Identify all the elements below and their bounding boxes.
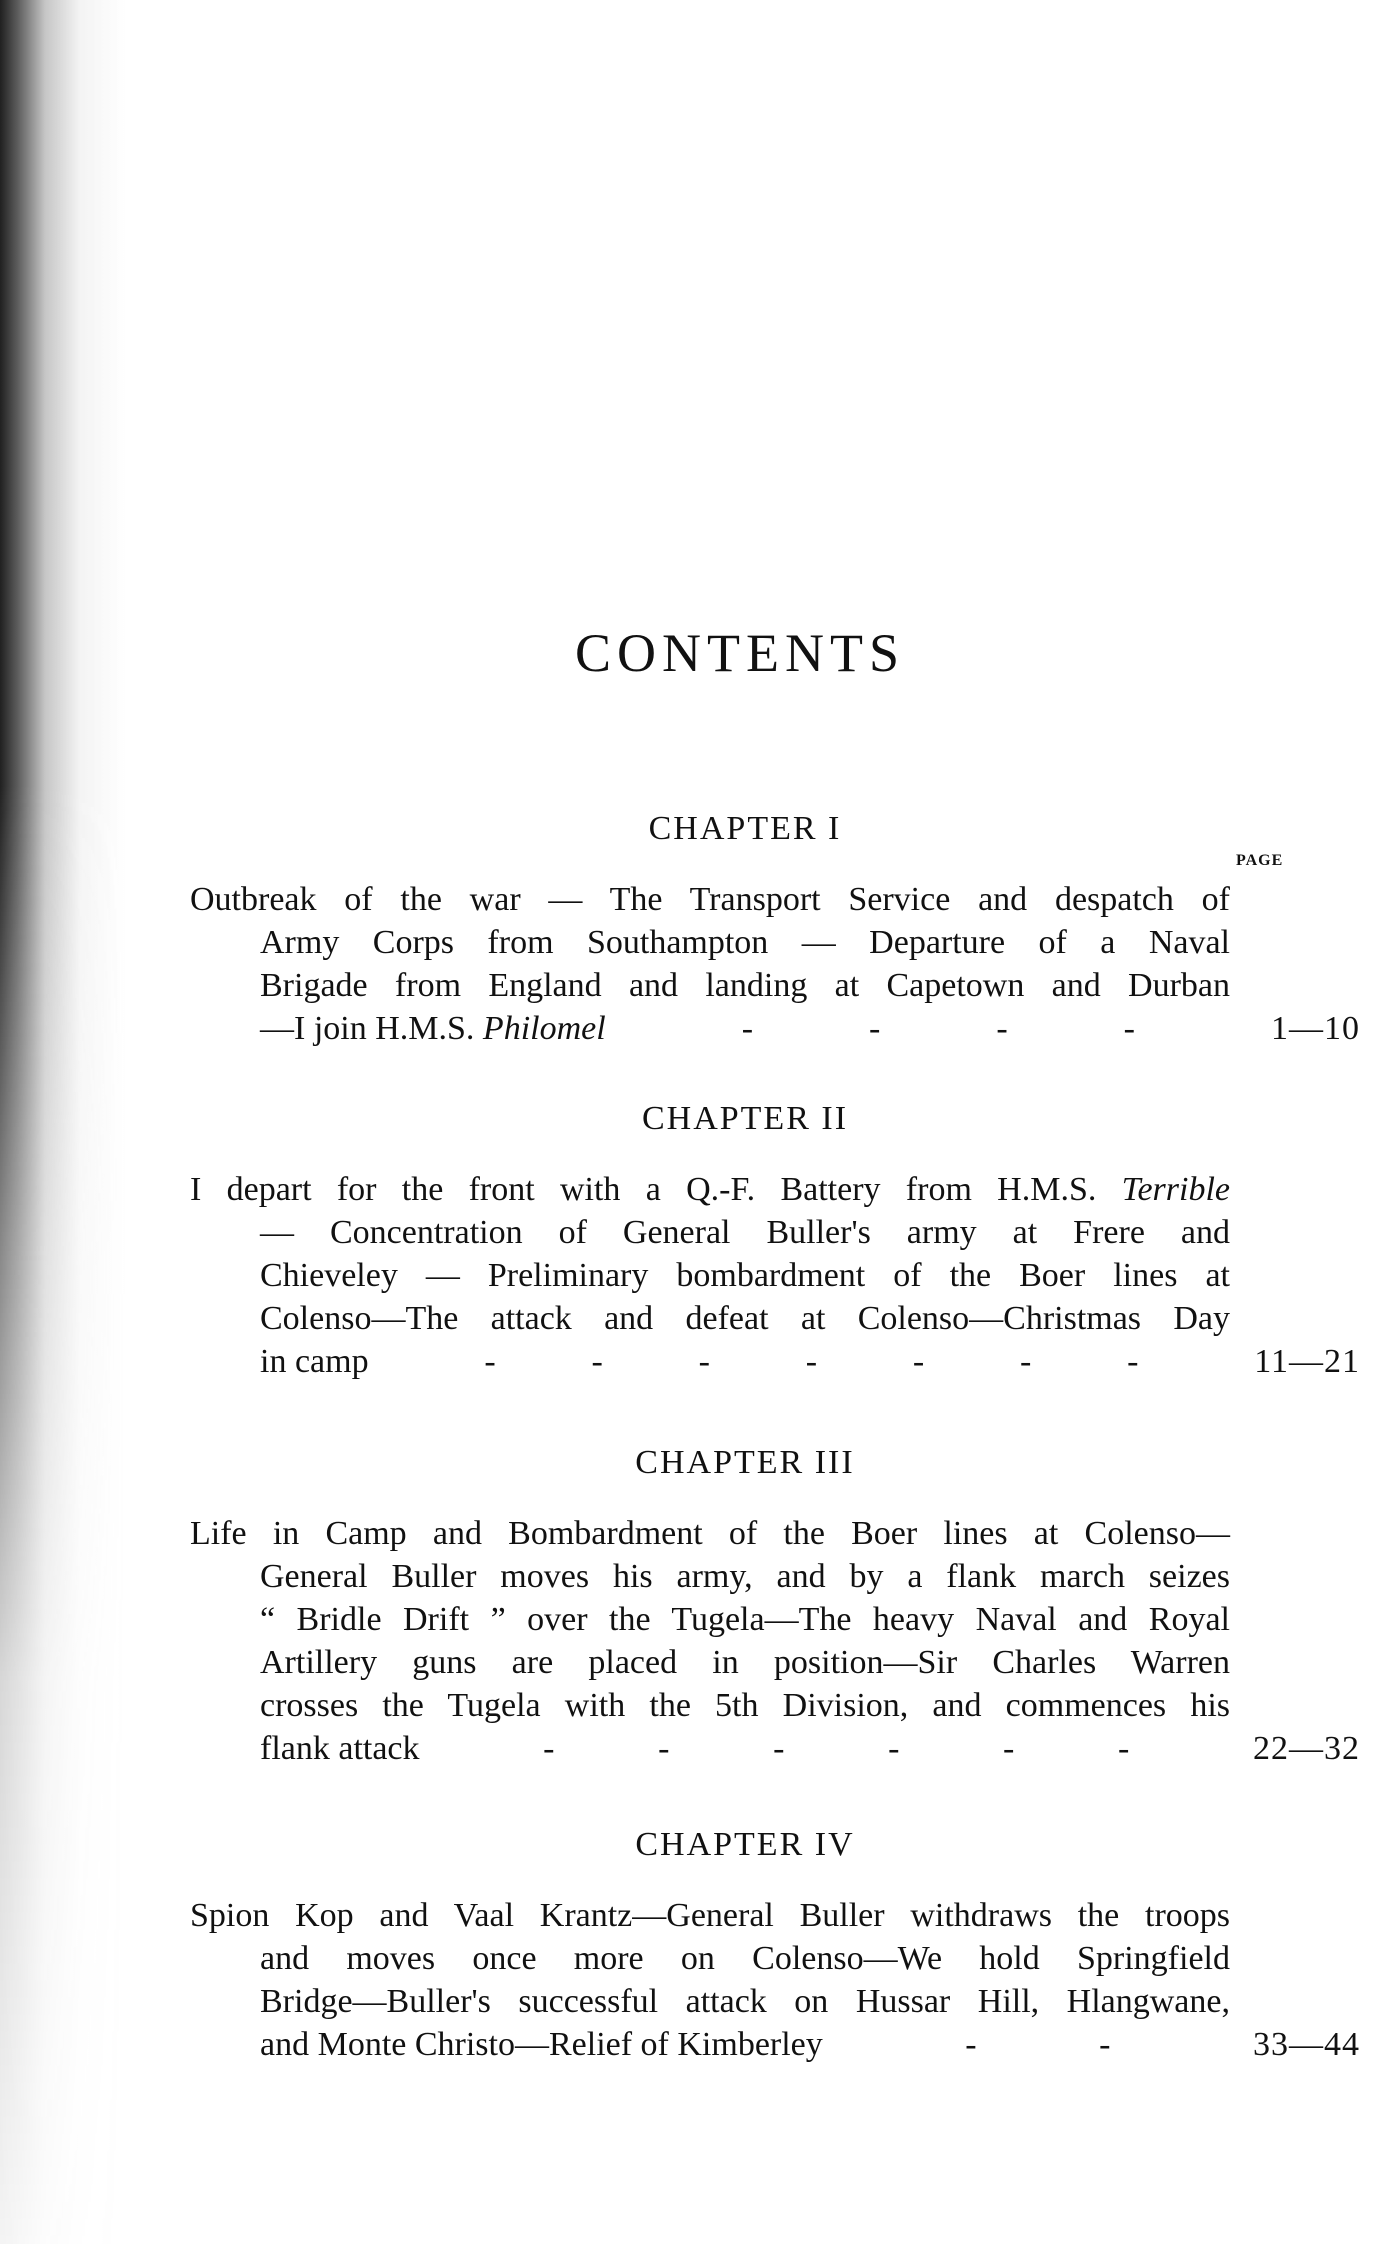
page-range: 11—21 <box>1254 1343 1360 1380</box>
entry-line-text: —I join H.M.S. <box>260 1010 475 1047</box>
page-column-label: PAGE <box>1236 852 1284 869</box>
toc-entry <box>190 1168 1360 1383</box>
entry-last-line <box>190 2023 1360 2066</box>
chapter-heading: CHAPTER I <box>648 810 842 847</box>
page-range: 1—10 <box>1271 1010 1360 1047</box>
toc-entry <box>190 878 1360 1050</box>
entry-line-text: in camp <box>260 1343 369 1380</box>
entry-line: Bridge—Buller's successful attack on Hussar Hill, Hlangwane, <box>260 1983 1230 2020</box>
entry-line: Artillery guns are placed in position—Sir Charles Warren <box>260 1644 1230 1681</box>
dot-leaders: - - <box>965 2026 1111 2063</box>
entry-line-text: and Monte Christo—Relief of Kimberley <box>260 2026 823 2063</box>
entry-line: Army Corps from Southampton — Departure of a Naval <box>260 924 1230 961</box>
page-title: CONTENTS <box>575 623 905 683</box>
chapter-heading: CHAPTER II <box>641 1100 849 1137</box>
entry-line: — Concentration of General Buller's army at Frere and <box>260 1214 1230 1251</box>
entry-line: Outbreak of the war — The Transport Service and despatch of <box>190 881 1230 918</box>
ship-name: Terrible <box>1121 1171 1230 1208</box>
entry-line: I depart for the front with a Q.-F. Battery from H.M.S. Terrible <box>190 1171 1230 1208</box>
ship-name: Philomel <box>482 1010 606 1047</box>
entry-last-line <box>190 1340 1360 1383</box>
toc-entry <box>190 1512 1360 1770</box>
entry-last-line <box>190 1727 1360 1770</box>
entry-line: crosses the Tugela with the 5th Division, and commences his <box>260 1687 1230 1724</box>
entry-line: “ Bridle Drift ” over the Tugela—The heavy Naval and Royal <box>260 1601 1230 1638</box>
page-range: 22—32 <box>1253 1730 1360 1767</box>
entry-line: and moves once more on Colenso—We hold Springfield <box>260 1940 1230 1977</box>
entry-line: Spion Kop and Vaal Krantz—General Buller withdraws the troops <box>190 1897 1230 1934</box>
page-range: 33—44 <box>1253 2026 1360 2063</box>
entry-line: Colenso—The attack and defeat at Colenso—Christmas Day <box>260 1300 1230 1337</box>
entry-line: Life in Camp and Bombardment of the Boer lines at Colenso— <box>190 1515 1230 1552</box>
dot-leaders: - - - - <box>741 1010 1135 1047</box>
chapter-heading: CHAPTER III <box>635 1444 855 1481</box>
entry-last-line <box>190 1007 1360 1050</box>
entry-line: General Buller moves his army, and by a flank march seizes <box>260 1558 1230 1595</box>
dot-leaders: - - - - - - - <box>484 1343 1139 1380</box>
chapter-heading: CHAPTER IV <box>635 1826 855 1863</box>
dot-leaders: - - - - - - <box>543 1730 1130 1767</box>
entry-line: Chieveley — Preliminary bombardment of the Boer lines at <box>260 1257 1230 1294</box>
toc-entry <box>190 1894 1360 2066</box>
entry-line: Brigade from England and landing at Capetown and Durban <box>260 967 1230 1004</box>
entry-line-text: flank attack <box>260 1730 420 1767</box>
